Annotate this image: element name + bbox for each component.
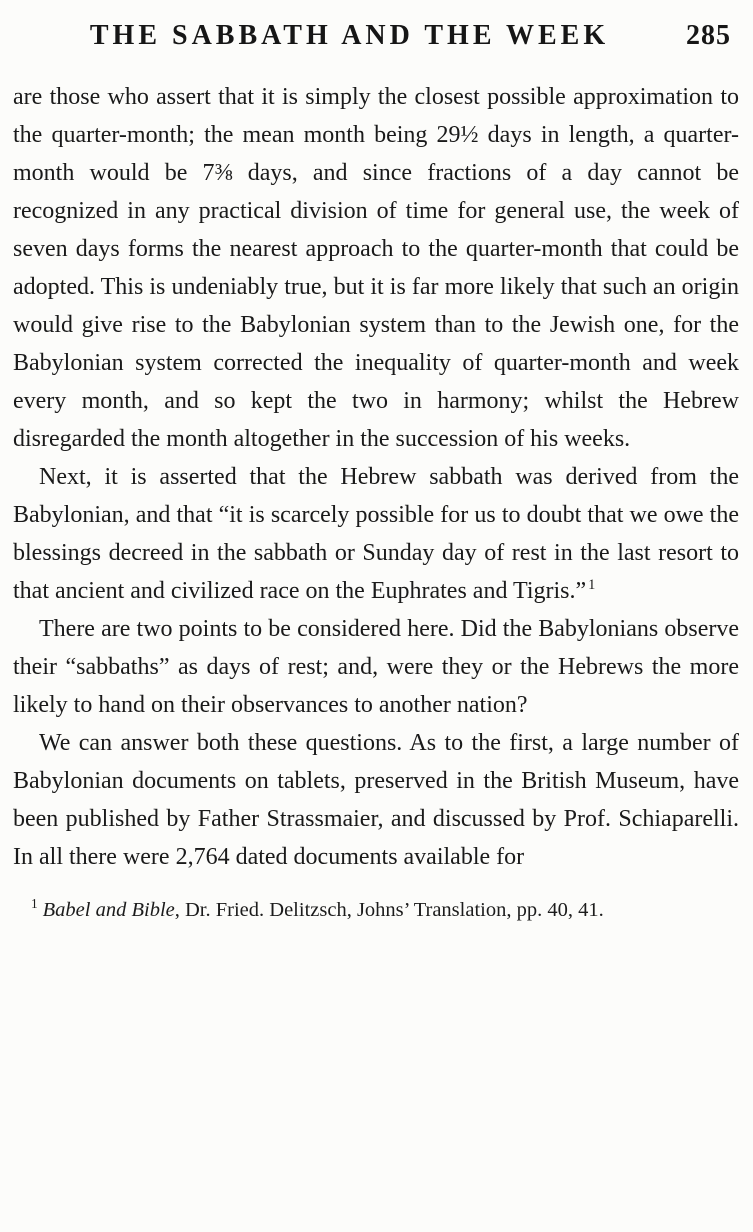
body-text [13,78,739,876]
footnote-reference: 1 [588,577,596,593]
paragraph-text: Next, it is asserted that the Hebrew sabbath was derived from the Babylonian, and that “it is scarcely possible for us to doubt that we owe the blessings decreed in the sabbath or Sunday day of rest in the last resort to that ancient and civilized race on the Euphrates and Tigris.” [13,464,739,604]
paragraph: We can answer both these questions. As to the first, a large number of Babylonian documents on tablets, preserved in the British Museum, have been published by Father Strassmaier, and discussed by Prof. Schiaparelli. In all there were 2,764 dated documents available for [13,730,739,870]
running-title: THE SABBATH AND THE WEEK [89,20,610,51]
footnote [13,894,739,927]
footnote-text: , Dr. Fried. Delitzsch, Johns’ Translation, pp. 40, 41. [174,899,604,921]
paragraph: There are two points to be considered here. Did the Babylonians observe their “sabbaths” as days of rest; and, were they or the Hebrews the more likely to hand on their observances to another nation? [13,616,739,718]
page-header [13,20,739,52]
footnote-marker: 1 [31,896,38,912]
paragraph-continuation: are those who assert that it is simply the closest possible approximation to the quarter-month; the mean month being 29½ days in length, a quarter-month would be 7⅜ days, and since fractions of a day cannot be recognized in any practical division of time for general use, the week of seven days forms the nearest approach to the quarter-month that could be adopted. This is undeniably true, but it is far more likely that such an origin would give rise to the Babylonian system than to the Jewish one, for the Babylonian system corrected the inequality of quarter-month and week every month, and so kept the two in harmony; whilst the Hebrew disregarded the month altogether in the succession of his weeks. [13,84,739,452]
footnote-work-title: Babel and Bible [42,899,175,921]
paragraph [13,458,739,610]
page-number: 285 [686,20,731,51]
